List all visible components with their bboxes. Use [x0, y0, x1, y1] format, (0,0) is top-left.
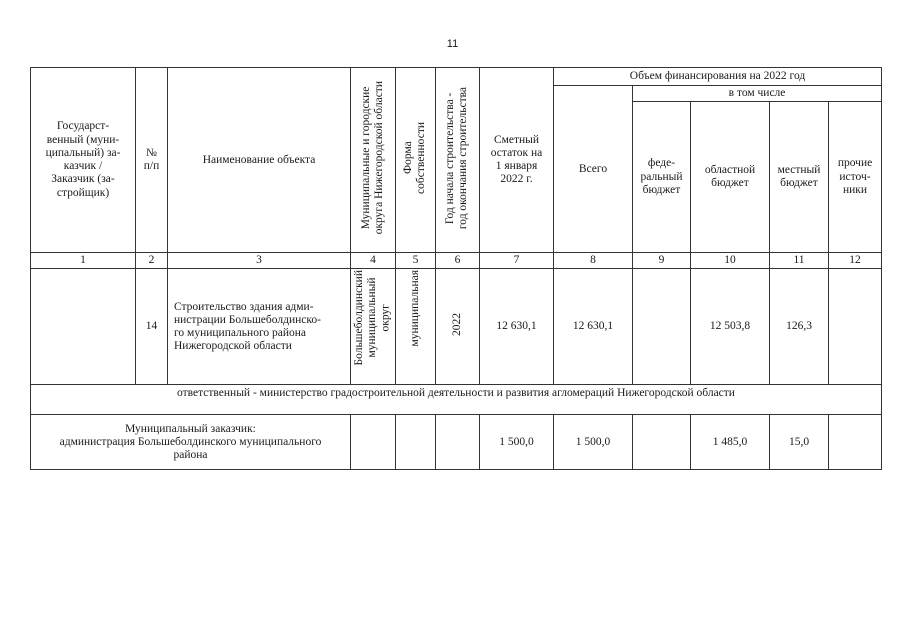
financing-table — [30, 67, 882, 470]
header-municipalities: Муниципальные и городские округа Нижегородской области — [359, 81, 385, 235]
header-municipalities-cell — [351, 68, 396, 253]
header-federal: феде- ральный бюджет — [633, 102, 691, 253]
header-local: местный бюджет — [770, 102, 829, 253]
column-number: 8 — [554, 253, 633, 269]
column-number: 7 — [480, 253, 554, 269]
column-number: 1 — [31, 253, 136, 269]
row-other — [829, 269, 882, 385]
header-ownership: Форма собственности — [402, 122, 428, 194]
header-other: прочие источ- ники — [829, 102, 882, 253]
row-customer-regional: 1 485,0 — [691, 415, 770, 470]
column-number: 3 — [168, 253, 351, 269]
row-municipality: Большеболдинский муниципальный округ — [353, 270, 392, 366]
page-number: 11 — [446, 38, 459, 50]
column-number: 6 — [436, 253, 480, 269]
row-balance: 12 630,1 — [480, 269, 554, 385]
header-number: № п/п — [136, 68, 168, 253]
row-customer-empty — [436, 415, 480, 470]
responsible-note: ответственный - министерство градостроительной деятельности и развития агломераций Нижегородской области — [31, 385, 882, 415]
row-customer-other — [829, 415, 882, 470]
row-customer-total: 1 500,0 — [554, 415, 633, 470]
header-regional: областной бюджет — [691, 102, 770, 253]
row-customer-empty — [396, 415, 436, 470]
row-customer-federal — [633, 415, 691, 470]
header-total: Всего — [554, 86, 633, 253]
row-customer-balance: 1 500,0 — [480, 415, 554, 470]
header-customer: Государст- венный (муни- ципальный) за- казчик / Заказчик (за- стройщик) — [31, 68, 136, 253]
column-number: 12 — [829, 253, 882, 269]
row-customer-empty — [351, 415, 396, 470]
row-federal — [633, 269, 691, 385]
header-ownership-cell — [396, 68, 436, 253]
row-number: 14 — [136, 269, 168, 385]
row-years: 2022 — [450, 313, 463, 337]
table-row — [31, 269, 882, 385]
row-customer-local: 15,0 — [770, 415, 829, 470]
row-total: 12 630,1 — [554, 269, 633, 385]
row-ownership: муниципальная — [408, 270, 421, 347]
column-number: 5 — [396, 253, 436, 269]
row-local: 126,3 — [770, 269, 829, 385]
column-number: 11 — [770, 253, 829, 269]
column-numbers-row — [31, 253, 882, 269]
row-years-cell — [436, 269, 480, 385]
header-financing: Объем финансирования на 2022 год — [554, 68, 882, 86]
column-number: 4 — [351, 253, 396, 269]
header-object-name: Наименование объекта — [168, 68, 351, 253]
row-object-name: Строительство здания адми- нистрации Большеболдинско- го муниципального района Нижегородской области — [168, 269, 351, 385]
header-balance: Сметный остаток на 1 января 2022 г. — [480, 68, 554, 253]
row-ownership-cell — [396, 269, 436, 385]
header-years: Год начала строительства - год окончания строительства — [444, 86, 470, 230]
row-customer-name: Муниципальный заказчик: администрация Большеболдинского муниципального района — [31, 415, 351, 470]
column-number: 10 — [691, 253, 770, 269]
column-number: 9 — [633, 253, 691, 269]
column-number: 2 — [136, 253, 168, 269]
header-years-cell — [436, 68, 480, 253]
table-row — [31, 415, 882, 470]
row-municipality-cell — [351, 269, 396, 385]
header-including: в том числе — [633, 86, 882, 102]
row-customer — [31, 269, 136, 385]
row-regional: 12 503,8 — [691, 269, 770, 385]
